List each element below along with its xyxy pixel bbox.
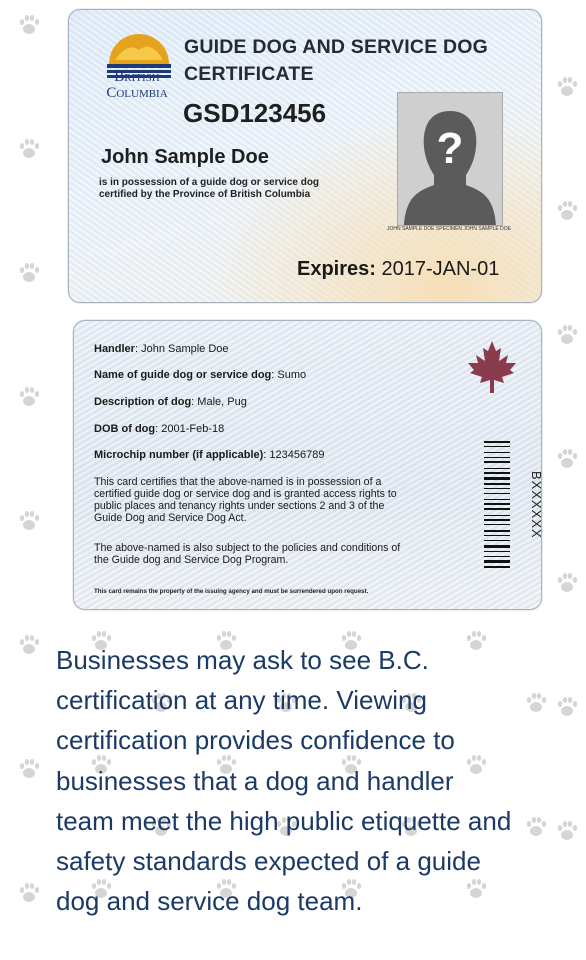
handler-field: [94, 343, 229, 355]
dog-dob-field: [94, 423, 224, 435]
paw-print-icon: [556, 448, 578, 470]
dog-name-value: : Sumo: [271, 369, 307, 381]
barcode-icon: [484, 441, 510, 579]
paw-print-icon: [18, 882, 40, 904]
certificate-back: [73, 320, 542, 610]
microchip-value: : 123456789: [263, 449, 325, 461]
certification-line4: Guide Dog and Service Dog Act.: [94, 512, 247, 524]
paw-print-icon: [556, 76, 578, 98]
fine-print: This card remains the property of the issuing agency and must be surrendered upon request.: [94, 588, 369, 595]
dog-description-value: : Male, Pug: [191, 396, 247, 408]
possession-statement-line2: certified by the Province of British Columbia: [99, 189, 311, 200]
paw-print-icon: [18, 510, 40, 532]
person-silhouette-icon: [398, 93, 502, 225]
certification-line2: certified guide dog or service dog and is granted access rights to: [94, 488, 397, 500]
caption-line: dog and service dog team.: [56, 886, 363, 917]
expiry-label: Expires:: [297, 258, 376, 280]
caption-line: safety standards expected of a guide: [56, 846, 481, 877]
paw-print-icon: [18, 386, 40, 408]
paw-print-icon: [556, 324, 578, 346]
paw-print-icon: [18, 262, 40, 284]
province-name-line2: Columbia: [106, 85, 168, 101]
maple-leaf-icon: [466, 339, 518, 395]
dog-description-field: [94, 396, 247, 408]
dog-name-label: Name of guide dog or service dog: [94, 369, 272, 381]
card-code: BXXXXXX: [529, 471, 544, 539]
caption-line: businesses that a dog and handler: [56, 765, 454, 796]
microchip-field: [94, 449, 324, 461]
card-code-container: [528, 471, 548, 551]
holder-photo-placeholder: [397, 92, 503, 226]
handler-label: Handler: [94, 343, 135, 355]
paw-print-icon: [556, 200, 578, 222]
certification-line1: This card certifies that the above-named is in possession of a: [94, 476, 382, 488]
certificate-title-line1: GUIDE DOG AND SERVICE DOG: [184, 36, 489, 58]
dog-description-label: Description of dog: [94, 396, 192, 408]
paw-print-icon: [556, 572, 578, 594]
certificate-title-line2: CERTIFICATE: [184, 63, 314, 85]
certification-paragraph: [94, 476, 474, 524]
paw-print-icon: [18, 14, 40, 36]
certificate-front: [68, 9, 542, 303]
caption-line: team meet the high public etiquette and: [56, 805, 512, 836]
caption-line: Businesses may ask to see B.C.: [56, 645, 429, 675]
expiry-value: 2017-JAN-01: [381, 258, 500, 280]
photo-question-mark: ?: [436, 124, 464, 173]
dog-dob-value: : 2001-Feb-18: [155, 423, 225, 435]
paw-print-icon: [18, 758, 40, 780]
possession-statement-line1: is in possession of a guide dog or service dog: [99, 177, 320, 188]
certificate-number: GSD123456: [183, 98, 327, 128]
caption-line: certification at any time. Viewing: [56, 685, 427, 716]
conditions-line1: The above-named is also subject to the policies and conditions of: [94, 542, 401, 554]
program-conditions-paragraph: [94, 542, 474, 566]
conditions-line2: the Guide dog and Service Dog Program.: [94, 554, 289, 566]
caption-text: [56, 640, 576, 921]
expiry-date: [297, 258, 499, 281]
province-name-line1: British: [114, 69, 160, 85]
microchip-label: Microchip number (if applicable): [94, 449, 264, 461]
dog-dob-label: DOB of dog: [94, 423, 156, 435]
paw-print-icon: [18, 634, 40, 656]
dog-name-field: [94, 369, 306, 381]
handler-value: : John Sample Doe: [134, 343, 229, 355]
caption-line: certification provides confidence to: [56, 725, 455, 756]
certification-line3: public places and tenancy rights under sections 2 and 3 of the: [94, 500, 385, 512]
holder-name: John Sample Doe: [101, 146, 269, 168]
signature-line: JOHN SAMPLE DOE SPECIMEN JOHN SAMPLE DOE: [387, 226, 511, 232]
paw-print-icon: [18, 138, 40, 160]
